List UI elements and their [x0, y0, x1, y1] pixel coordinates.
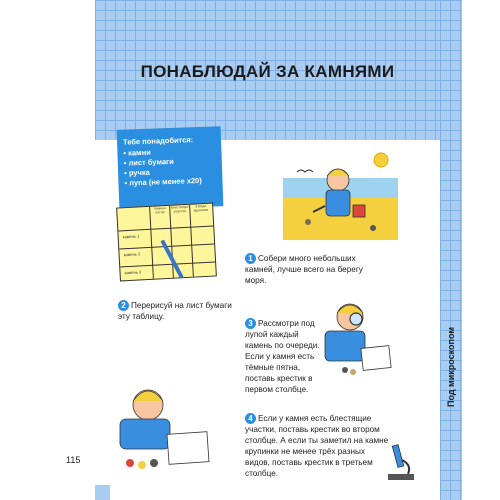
- table-header: блестящие участки: [170, 204, 189, 214]
- materials-heading: Тебе понадобится:: [122, 135, 194, 147]
- materials-list: [123, 145, 216, 188]
- step-text: Перерисуй на лист бумаги эту таблицу.: [118, 301, 232, 322]
- table-row: [118, 226, 214, 244]
- table-header: темные пятна: [153, 205, 166, 215]
- table-illustration: [116, 203, 217, 282]
- table-header: 3 вида крупинок: [193, 203, 209, 213]
- beach-boy-illustration: [283, 150, 398, 240]
- table-row-label: камень 3: [124, 269, 142, 276]
- material-item: • лупа (не менее х20): [124, 175, 216, 188]
- step-4: [245, 413, 390, 479]
- microscope-icon: [380, 440, 420, 485]
- step-number: 3: [245, 318, 256, 329]
- step-1: [245, 253, 375, 286]
- drawing-boy-illustration: [100, 375, 215, 475]
- page-title: ПОНАБЛЮДАЙ ЗА КАМНЯМИ: [140, 62, 395, 81]
- section-label-text: Под микроскопом: [446, 327, 456, 407]
- material-item: • лист бумаги: [124, 155, 216, 168]
- material-item: • камни: [123, 145, 215, 158]
- step-text: Если у камня есть блестящие участки, поставь крестик во втором столбце. А если ты заметил на камне крупинки не менее трёх разных видов, поставь крестик в третьем столбце.: [245, 414, 389, 479]
- step-number: 4: [245, 413, 256, 424]
- materials-box: [117, 126, 224, 210]
- table-row-label: камень 1: [122, 233, 140, 240]
- step-text: Собери много небольших камней, лучше всего на берегу моря.: [245, 254, 363, 286]
- step-2: [118, 300, 238, 322]
- page-number: 115: [66, 455, 81, 465]
- table-row-label: камень 2: [123, 251, 141, 258]
- table-row: [120, 261, 216, 279]
- material-item: • ручка: [124, 165, 216, 178]
- grid-corner: [95, 485, 110, 500]
- step-text: Рассмотри под лупой каждый камень по очереди. Если у камня есть тёмные пятна, поставь крестик в первом столбце.: [245, 319, 320, 395]
- magnifier-boy-illustration: [320, 295, 395, 380]
- section-side-label: [441, 310, 461, 430]
- step-number: 1: [245, 253, 256, 264]
- step-3: [245, 318, 325, 395]
- step-number: 2: [118, 300, 129, 311]
